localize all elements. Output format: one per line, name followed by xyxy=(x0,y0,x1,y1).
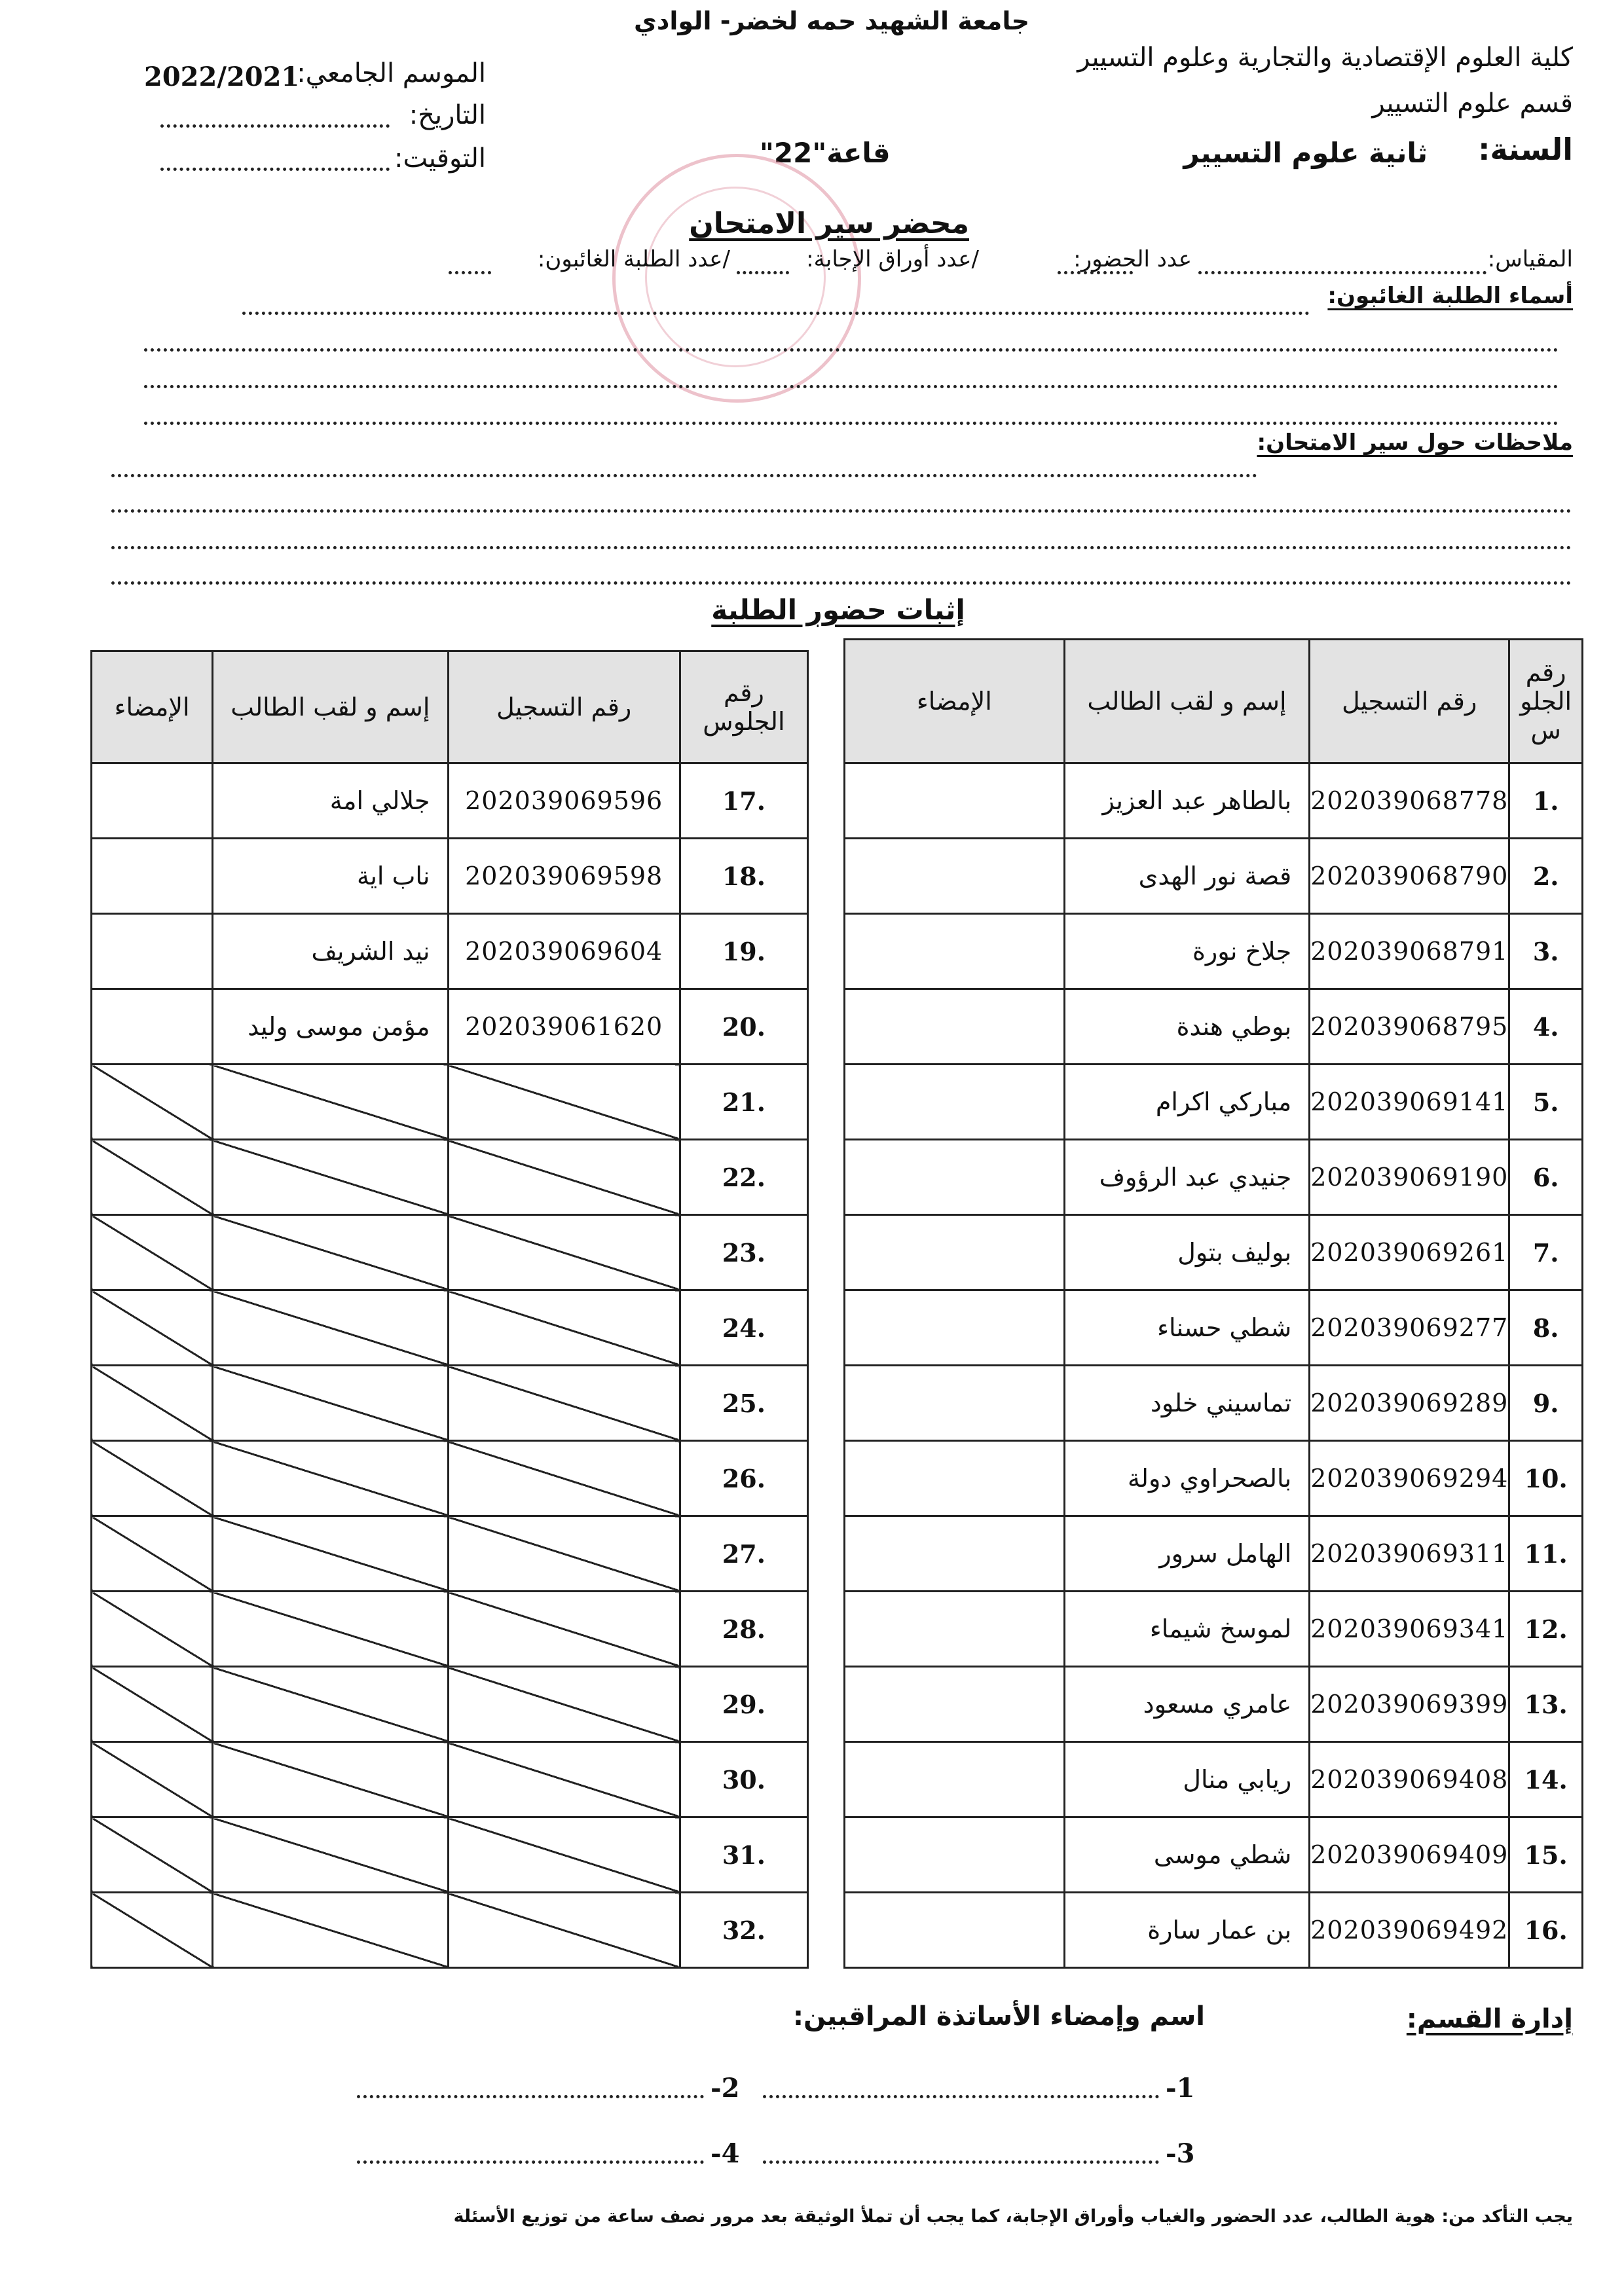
registration-number: 202039068795 xyxy=(1310,989,1509,1065)
seat-number: 14. xyxy=(1509,1742,1583,1817)
proctor-1-field[interactable] xyxy=(763,2095,1159,2098)
signature-cell[interactable] xyxy=(92,914,213,989)
table-row xyxy=(92,1065,808,1140)
table-row xyxy=(92,1441,808,1516)
seat-number: 3. xyxy=(1509,914,1583,989)
seat-number: 25. xyxy=(680,1366,807,1441)
student-name: مباركي اكرام xyxy=(1064,1065,1309,1140)
table-row xyxy=(845,1592,1583,1667)
registration-number xyxy=(448,1140,680,1215)
signature-cell[interactable] xyxy=(845,763,1065,839)
year-label: السنة: xyxy=(1478,132,1573,167)
signature-cell[interactable] xyxy=(845,1441,1065,1516)
proctor-3-field[interactable] xyxy=(763,2160,1159,2164)
official-stamp xyxy=(612,154,861,403)
table-row xyxy=(92,1366,808,1441)
seat-number: 9. xyxy=(1509,1366,1583,1441)
module-label: المقياس: xyxy=(1487,246,1573,272)
registration-number xyxy=(448,1742,680,1817)
table-row xyxy=(845,1516,1583,1592)
seat-number: 11. xyxy=(1509,1516,1583,1592)
registration-number xyxy=(448,1817,680,1893)
registration-number: 202039068790 xyxy=(1310,839,1509,914)
seat-number: 13. xyxy=(1509,1667,1583,1742)
signature-cell[interactable] xyxy=(845,1742,1065,1817)
signature-cell[interactable] xyxy=(845,1817,1065,1893)
signature-cell[interactable] xyxy=(92,1817,213,1893)
student-name xyxy=(213,1290,448,1366)
student-name xyxy=(213,1140,448,1215)
signature-cell[interactable] xyxy=(92,1742,213,1817)
proctor-2-number: -2 xyxy=(710,2073,740,2104)
table-row xyxy=(845,989,1583,1065)
seat-number: 19. xyxy=(680,914,807,989)
time-label: التوقيت: xyxy=(394,143,486,173)
seat-number: 26. xyxy=(680,1441,807,1516)
seat-number-header: رقم الجلوس xyxy=(680,651,807,763)
registration-number: 202039069141 xyxy=(1310,1065,1509,1140)
registration-number xyxy=(448,1065,680,1140)
attendance-table-left xyxy=(90,650,809,1969)
registration-number xyxy=(448,1893,680,1968)
remarks-label: ملاحظات حول سير الامتحان: xyxy=(1257,429,1573,456)
student-name xyxy=(213,1366,448,1441)
remarks-line-2[interactable] xyxy=(111,509,1572,513)
registration-number: 202039069604 xyxy=(448,914,680,989)
signature-cell[interactable] xyxy=(845,989,1065,1065)
seat-number: 18. xyxy=(680,839,807,914)
seat-number: 23. xyxy=(680,1215,807,1290)
student-name: بوطي هندة xyxy=(1064,989,1309,1065)
signature-cell[interactable] xyxy=(92,763,213,839)
student-name xyxy=(213,1817,448,1893)
attendance-table-right xyxy=(843,638,1583,1969)
student-name xyxy=(213,1516,448,1592)
date-field[interactable] xyxy=(160,124,390,128)
table-row xyxy=(92,1742,808,1817)
registration-number: 202039069289 xyxy=(1310,1366,1509,1441)
student-name xyxy=(213,1065,448,1140)
signature-cell[interactable] xyxy=(92,1516,213,1592)
remarks-line-1[interactable] xyxy=(111,474,1257,477)
hall-number: قاعة"22" xyxy=(760,137,891,169)
table-row xyxy=(92,1667,808,1742)
signature-cell[interactable] xyxy=(92,1667,213,1742)
seat-number: 27. xyxy=(680,1516,807,1592)
table-row xyxy=(92,839,808,914)
student-name: بوليف بتول xyxy=(1064,1215,1309,1290)
signature-cell[interactable] xyxy=(845,1215,1065,1290)
table-row xyxy=(845,763,1583,839)
student-name: جنيدي عبد الرؤوف xyxy=(1064,1140,1309,1215)
table-row xyxy=(845,1065,1583,1140)
table-row xyxy=(845,1140,1583,1215)
absent-count-field[interactable] xyxy=(449,271,491,274)
registration-number xyxy=(448,1516,680,1592)
seat-number: 2. xyxy=(1509,839,1583,914)
seat-number: 1. xyxy=(1509,763,1583,839)
seat-number: 15. xyxy=(1509,1817,1583,1893)
proctors-label: اسم وإمضاء الأساتذة المراقبين: xyxy=(793,2001,1205,2032)
signature-cell[interactable] xyxy=(92,1366,213,1441)
registration-number xyxy=(448,1667,680,1742)
registration-number: 202039069277 xyxy=(1310,1290,1509,1366)
registration-number xyxy=(448,1441,680,1516)
student-name: جلاخ نورة xyxy=(1064,914,1309,989)
seat-number: 29. xyxy=(680,1667,807,1742)
registration-number: 202039069409 xyxy=(1310,1817,1509,1893)
table-row xyxy=(845,914,1583,989)
department-admin-label: إدارة القسم: xyxy=(1406,2004,1573,2034)
verification-note: يجب التأكد من: هوية الطالب، عدد الحضور والغياب وأوراق الإجابة، كما يجب أن تملأ الوثيقة بعد مرور نصف ساعة من توزيع الأسئلة xyxy=(453,2206,1573,2227)
signature-cell[interactable] xyxy=(92,1065,213,1140)
student-name: شطي حسناء xyxy=(1064,1290,1309,1366)
table-row xyxy=(845,1742,1583,1817)
registration-number xyxy=(448,1290,680,1366)
remarks-line-4[interactable] xyxy=(111,581,1572,585)
absent-names-line-2[interactable] xyxy=(144,348,1559,352)
seat-number: 22. xyxy=(680,1140,807,1215)
signature-header: الإمضاء xyxy=(845,640,1065,763)
proctor-2-field[interactable] xyxy=(357,2095,704,2098)
answer-sheets-label: /عدد أوراق الإجابة: xyxy=(806,246,979,272)
registration-number xyxy=(448,1366,680,1441)
signature-cell[interactable] xyxy=(845,914,1065,989)
seat-number: 20. xyxy=(680,989,807,1065)
table-row xyxy=(845,839,1583,914)
registration-number: 202039069190 xyxy=(1310,1140,1509,1215)
absent-count-label: /عدد الطلبة الغائبون: xyxy=(537,246,730,272)
module-field[interactable] xyxy=(1198,271,1486,274)
registration-number: 202039069492 xyxy=(1310,1893,1509,1968)
signature-cell[interactable] xyxy=(92,1893,213,1968)
signature-cell[interactable] xyxy=(92,989,213,1065)
registration-number: 202039069408 xyxy=(1310,1742,1509,1817)
seat-number: 30. xyxy=(680,1742,807,1817)
attendance-title: إثبات حضور الطلبة xyxy=(711,594,965,626)
absent-names-line-4[interactable] xyxy=(144,422,1559,425)
seat-number: 5. xyxy=(1509,1065,1583,1140)
attendance-label: عدد الحضور: xyxy=(1073,246,1192,272)
table-row xyxy=(92,1215,808,1290)
university-name: جامعة الشهيد حمه لخضر- الوادي xyxy=(634,7,1029,35)
department-name: قسم علوم التسيير xyxy=(1372,88,1573,118)
signature-cell[interactable] xyxy=(92,1140,213,1215)
student-name: جلالي امة xyxy=(213,763,448,839)
seat-number: 32. xyxy=(680,1893,807,1968)
signature-cell[interactable] xyxy=(845,1140,1065,1215)
absent-names-label: أسماء الطلبة الغائبون: xyxy=(1327,283,1573,309)
seat-number: 21. xyxy=(680,1065,807,1140)
signature-cell[interactable] xyxy=(92,839,213,914)
signature-cell[interactable] xyxy=(845,1592,1065,1667)
seat-number: 16. xyxy=(1509,1893,1583,1968)
seat-number: 24. xyxy=(680,1290,807,1366)
attendance-field[interactable] xyxy=(1058,271,1133,274)
student-name: الهامل سرور xyxy=(1064,1516,1309,1592)
absent-names-line-1[interactable] xyxy=(242,312,1310,315)
seat-number: 31. xyxy=(680,1817,807,1893)
answer-sheets-field[interactable] xyxy=(737,271,789,274)
student-name-header: إسم و لقب الطالب xyxy=(1064,640,1309,763)
registration-number: 202039069294 xyxy=(1310,1441,1509,1516)
seat-number: 12. xyxy=(1509,1592,1583,1667)
table-row xyxy=(92,914,808,989)
season-label: الموسم الجامعي: xyxy=(297,58,486,88)
student-name: تماسيني خلود xyxy=(1064,1366,1309,1441)
student-name xyxy=(213,1667,448,1742)
registration-number: 202039069261 xyxy=(1310,1215,1509,1290)
student-name xyxy=(213,1215,448,1290)
student-name: عامري مسعود xyxy=(1064,1667,1309,1742)
registration-number xyxy=(448,1592,680,1667)
registration-number: 202039068791 xyxy=(1310,914,1509,989)
student-name: ريابي منال xyxy=(1064,1742,1309,1817)
student-name: ناب اية xyxy=(213,839,448,914)
seat-number: 10. xyxy=(1509,1441,1583,1516)
signature-cell[interactable] xyxy=(92,1290,213,1366)
table-row xyxy=(92,989,808,1065)
proctor-4-number: -4 xyxy=(710,2138,740,2169)
student-name: شطي موسى xyxy=(1064,1817,1309,1893)
table-row xyxy=(845,1893,1583,1968)
registration-number: 202039069598 xyxy=(448,839,680,914)
registration-number: 202039061620 xyxy=(448,989,680,1065)
student-name: لموسخ شيماء xyxy=(1064,1592,1309,1667)
signature-cell[interactable] xyxy=(845,1893,1065,1968)
registration-header: رقم التسجيل xyxy=(1310,640,1509,763)
seat-number: 4. xyxy=(1509,989,1583,1065)
table-row xyxy=(845,1667,1583,1742)
table-row xyxy=(92,763,808,839)
student-name: نيد الشريف xyxy=(213,914,448,989)
table-row xyxy=(92,1516,808,1592)
student-name: بالطاهر عبد العزيز xyxy=(1064,763,1309,839)
signature-cell[interactable] xyxy=(845,1366,1065,1441)
table-row xyxy=(845,1441,1583,1516)
table-row xyxy=(92,1140,808,1215)
proctor-1-number: -1 xyxy=(1166,2073,1195,2104)
table-row xyxy=(92,1592,808,1667)
signature-cell[interactable] xyxy=(845,1667,1065,1742)
proctor-4-field[interactable] xyxy=(357,2160,704,2164)
student-name: قصة نور الهدى xyxy=(1064,839,1309,914)
signature-cell[interactable] xyxy=(845,839,1065,914)
absent-names-line-3[interactable] xyxy=(144,385,1559,388)
student-name xyxy=(213,1441,448,1516)
year-value: ثانية علوم التسيير xyxy=(1183,137,1428,169)
table-row xyxy=(92,1290,808,1366)
season-value: 2022/2021 xyxy=(144,62,300,92)
registration-number: 202039069399 xyxy=(1310,1667,1509,1742)
table-row xyxy=(845,1366,1583,1441)
seat-number-header: رقم الجلو س xyxy=(1509,640,1583,763)
student-name xyxy=(213,1742,448,1817)
table-row xyxy=(845,1215,1583,1290)
registration-header: رقم التسجيل xyxy=(448,651,680,763)
seat-number: 8. xyxy=(1509,1290,1583,1366)
student-name: بن عمار سارة xyxy=(1064,1893,1309,1968)
signature-cell[interactable] xyxy=(92,1592,213,1667)
table-row xyxy=(92,1893,808,1968)
registration-number: 202039069311 xyxy=(1310,1516,1509,1592)
signature-cell[interactable] xyxy=(92,1441,213,1516)
student-name xyxy=(213,1592,448,1667)
form-title: محضر سير الامتحان xyxy=(689,207,969,240)
student-name: مؤمن موسى وليد xyxy=(213,989,448,1065)
table-row xyxy=(845,1817,1583,1893)
time-field[interactable] xyxy=(160,168,390,171)
date-label: التاريخ: xyxy=(409,100,486,130)
student-name-header: إسم و لقب الطالب xyxy=(213,651,448,763)
signature-cell[interactable] xyxy=(845,1516,1065,1592)
student-name xyxy=(213,1893,448,1968)
table-row xyxy=(92,1817,808,1893)
signature-header: الإمضاء xyxy=(92,651,213,763)
registration-number: 202039069596 xyxy=(448,763,680,839)
registration-number: 202039068778 xyxy=(1310,763,1509,839)
seat-number: 6. xyxy=(1509,1140,1583,1215)
remarks-line-3[interactable] xyxy=(111,546,1572,549)
seat-number: 7. xyxy=(1509,1215,1583,1290)
student-name: بالصحراوي دولة xyxy=(1064,1441,1309,1516)
registration-number: 202039069341 xyxy=(1310,1592,1509,1667)
table-row xyxy=(845,1290,1583,1366)
signature-cell[interactable] xyxy=(845,1065,1065,1140)
faculty-name: كلية العلوم الإقتصادية والتجارية وعلوم التسيير xyxy=(1077,43,1573,73)
proctor-3-number: -3 xyxy=(1166,2138,1195,2169)
signature-cell[interactable] xyxy=(845,1290,1065,1366)
seat-number: 28. xyxy=(680,1592,807,1667)
seat-number: 17. xyxy=(680,763,807,839)
registration-number xyxy=(448,1215,680,1290)
signature-cell[interactable] xyxy=(92,1215,213,1290)
